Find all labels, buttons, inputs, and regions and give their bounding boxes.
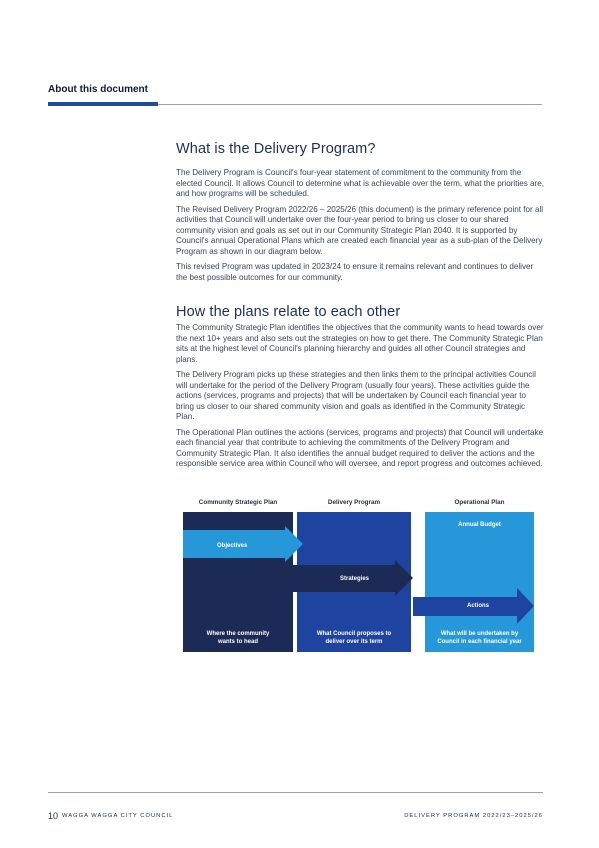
what-section-body	[176, 168, 544, 288]
paragraph: The Delivery Program is Council's four-year statement of commitment to the community from the elected Council. It allows Council to determine what is achievable over the term, what the priorities are, and how programs will be scheduled.	[176, 168, 544, 198]
footer-document-title: DELIVERY PROGRAM 2022/23–2025/26	[404, 813, 543, 819]
column-caption: What Council proposes to deliver over its term	[316, 631, 392, 645]
section-underline-rule	[158, 104, 542, 105]
how-section-body	[176, 323, 544, 475]
footer-organisation: WAGGA WAGGA CITY COUNCIL	[62, 813, 174, 819]
objectives-label: Objectives	[217, 543, 248, 549]
section-underline-accent	[48, 102, 158, 106]
column-caption: Where the community wants to head	[206, 631, 270, 645]
annual-budget-label: Annual Budget	[458, 522, 501, 528]
planning-framework-diagram	[183, 499, 534, 654]
paragraph: The Revised Delivery Program 2022/26 – 2025/26 (this document) is the primary reference point for all activities that Council will undertake over the four-year period to bring us closer to our shared community vision and goals as set out in our Community Strategic Plan 2040. It is supported by Council's annual Operational Plans which are created each financial year as a sub-plan of the Delivery Program as shown in our diagram below.	[176, 204, 544, 256]
strategies-label: Strategies	[340, 576, 370, 582]
paragraph: The Operational Plan outlines the actions (services, programs and projects) that Council will undertake each financial year that contribute to achieving the commitments of the Delivery Program and Community Strategic Plan. It also identifies the annual budget required to deliver the actions and the responsible service area within Council who will oversee, and report progress and outcomes achieved.	[176, 427, 544, 468]
page-number: 10	[48, 811, 59, 821]
column-header-csp: Community Strategic Plan	[198, 499, 278, 506]
section-title: About this document	[48, 84, 148, 95]
column-header-delivery-program: Delivery Program	[327, 499, 381, 506]
heading-what-is-delivery-program: What is the Delivery Program?	[176, 141, 376, 157]
heading-how-plans-relate: How the plans relate to each other	[176, 304, 401, 320]
paragraph: This revised Program was updated in 2023/24 to ensure it remains relevant and continues to deliver the best possible outcomes for our community.	[176, 262, 534, 282]
paragraph: The Community Strategic Plan identifies the objectives that the community wants to head towards over the next 10+ years and also sets out the strategies on how to get there. The Community Strategic Plan sits at the highest level of Council's planning hierarchy and guides all other Council strategies and plans.	[176, 323, 544, 364]
footer-rule	[48, 792, 543, 793]
column-caption: What will be undertaken by Council in each financial year	[437, 631, 522, 645]
column-header-operational-plan: Operational Plan	[454, 499, 505, 506]
actions-label: Actions	[467, 603, 490, 609]
paragraph: The Delivery Program picks up these strategies and then links them to the principal activities Council will undertake for the period of the Delivery Program (usually four years). These activities guide the actions (services, programs and projects) that will be undertaken by Council each financial year to bring us closer to our shared community vision and goals as identified in the Community Strategic Plan.	[176, 370, 536, 421]
